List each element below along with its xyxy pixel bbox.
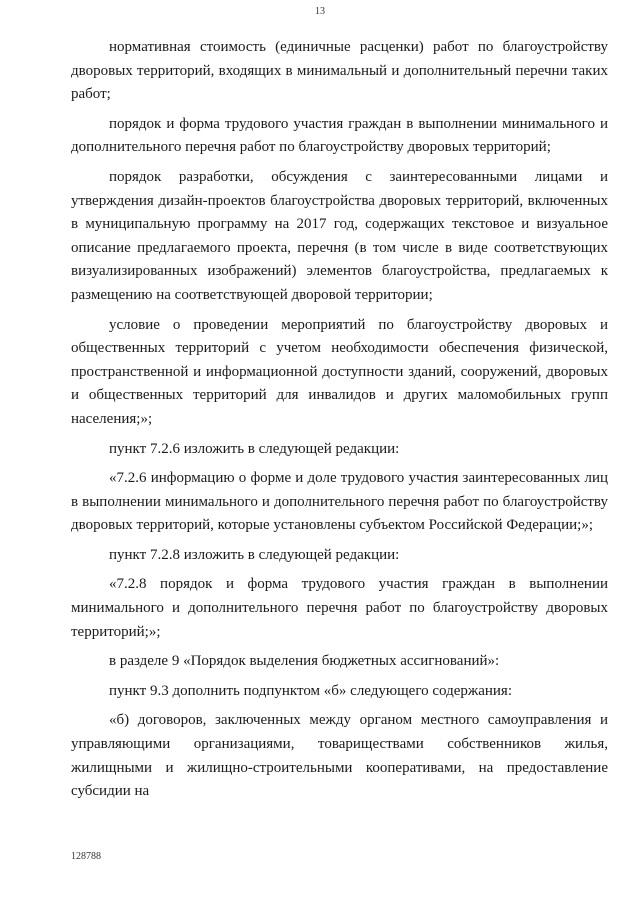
paragraph-labor-participation: порядок и форма трудового участия граждан в выполнении минимального и дополнительного перечня работ по благоустройству дворовых территорий; <box>71 115 608 156</box>
paragraph-item-726-text: «7.2.6 информацию о форме и доле трудового участия заинтересованных лиц в выполнении минимального и дополнительного перечня работ по благоустройству дворовых территорий, которые установлены субъектом Российской Федерации;»; <box>71 470 608 534</box>
paragraph-item-728-intro: пункт 7.2.8 изложить в следующей редакции: <box>109 546 400 563</box>
paragraph-item-726-intro: пункт 7.2.6 изложить в следующей редакции: <box>109 440 400 457</box>
paragraph-item-93-intro: пункт 9.3 дополнить подпунктом «б» следующего содержания: <box>109 682 513 699</box>
paragraph-section-9: в разделе 9 «Порядок выделения бюджетных ассигнований»: <box>109 653 500 670</box>
page-number: 13 <box>315 6 325 17</box>
document-id: 128788 <box>71 851 101 862</box>
paragraph-subitem-b: «б) договоров, заключенных между органом местного самоуправления и управляющими организациями, товариществами собственников жилья, жилищными и жилищно-строительными кооперативами, на предоставление субсидии на <box>71 712 608 800</box>
paragraph-design-projects: порядок разработки, обсуждения с заинтересованными лицами и утверждения дизайн-проектов благоустройства дворовых территорий, включенных в муниципальную программу на 2017 год, содержащих текстовое и визуальное описание предлагаемого проекта, перечня (в том числе в виде соответствующих визуализированных изображений) элементов благоустройства, предлагаемых к размещению на соответствующей дворовой территории; <box>71 168 608 303</box>
paragraph-item-728-text: «7.2.8 порядок и форма трудового участия граждан в выполнении минимального и дополнительного перечня работ по благоустройству дворовых территорий;»; <box>71 576 608 640</box>
paragraph-normative-cost: нормативная стоимость (единичные расценки) работ по благоустройству дворовых территорий, входящих в минимальный и дополнительный перечни таких работ; <box>71 39 608 103</box>
paragraph-accessibility: условие о проведении мероприятий по благоустройству дворовых и общественных территорий с учетом необходимости обеспечения физической, пространственной и информационной доступности зданий, сооружений, дворовых и общественных территорий для инвалидов и других маломобильных групп населения;»; <box>71 316 608 427</box>
document-body <box>71 36 608 810</box>
